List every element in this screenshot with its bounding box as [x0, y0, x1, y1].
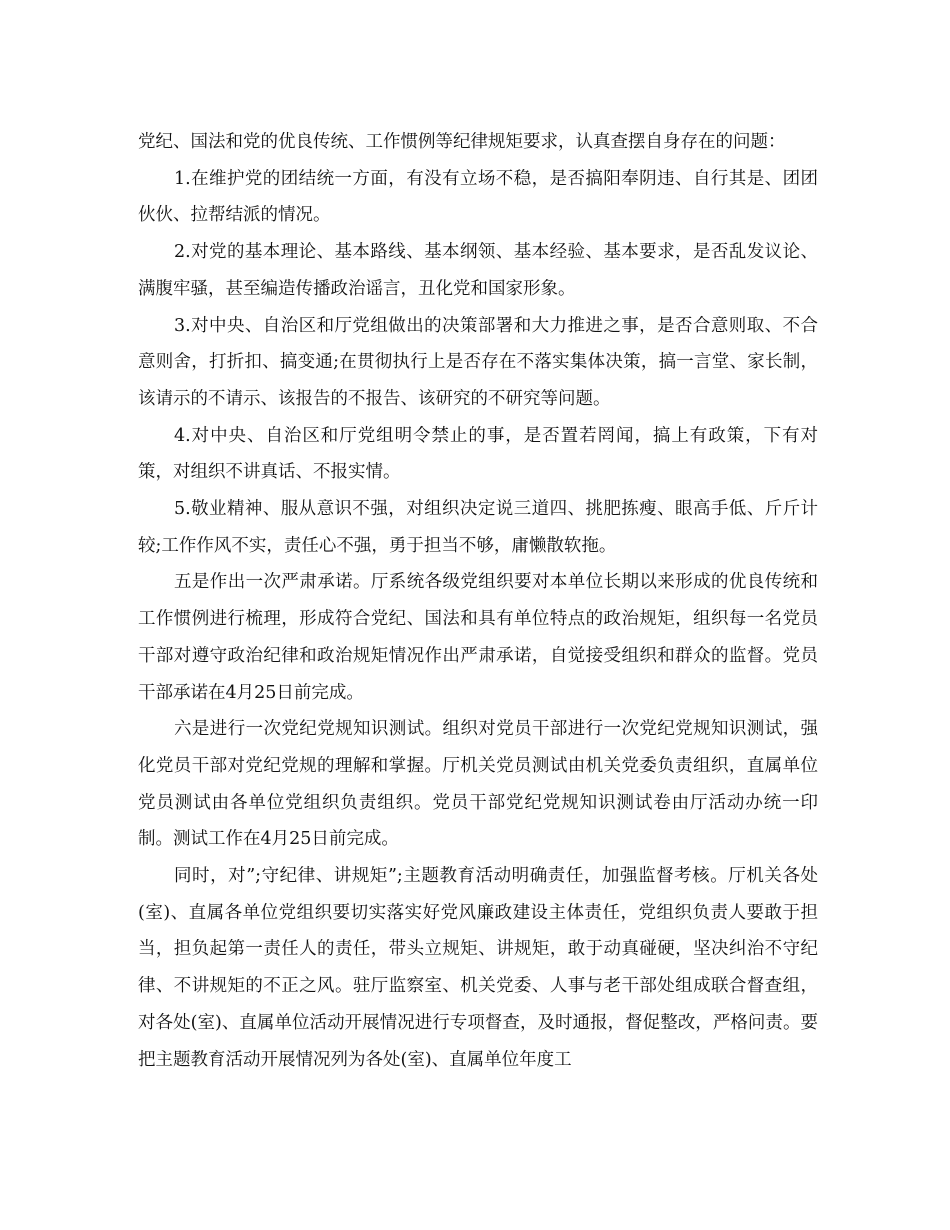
- paragraph-continuation: 党纪、国法和党的优良传统、工作惯例等纪律规矩要求，认真查摆自身存在的问题：: [138, 132, 786, 152]
- paragraph-item-4: 4.对中央、自治区和厅党组明令禁止的事，是否置若罔闻，搞上有政策，下有对策，对组织不讲真话、不报实情。: [138, 425, 818, 483]
- document-body: [138, 124, 818, 1078]
- paragraph-knowledge-test: 六是进行一次党纪党规知识测试。组织对党员干部进行一次党纪党规知识测试，强化党员干部对党纪党规的理解和掌握。厅机关党员测试由机关党委负责组织，直属单位党员测试由各单位党组织负责组织。党员干部党纪党规知识测试卷由厅活动办统一印制。测试工作在4月25日前完成。: [138, 719, 818, 850]
- paragraph-item-2: 2.对党的基本理论、基本路线、基本纲领、基本经验、基本要求，是否乱发议论、满腹牢骚，甚至编造传播政治谣言，丑化党和国家形象。: [138, 242, 818, 299]
- paragraph-item-3: 3.对中央、自治区和厅党组做出的决策部署和大力推进之事，是否合意则取、不合意则舍，打折扣、搞变通;在贯彻执行上是否存在不落实集体决策，搞一言堂、家长制，该请示的不请示、该报告的不报告、该研究的不研究等问题。: [138, 315, 818, 409]
- paragraph-responsibility: 同时，对”;守纪律、讲规矩”;主题教育活动明确责任，加强监督考核。厅机关各处(室)、直属各单位党组织要切实落实好党风廉政建设主体责任，党组织负责人要敢于担当，担负起第一责任人的责任，带头立规矩、讲规矩，敢于动真碰硬，坚决纠治不守纪律、不讲规矩的不正之风。驻厅监察室、机关党委、人事与老干部处组成联合督查组，对各处(室)、直属单位活动开展情况进行专项督查，及时通报，督促整改，严格问责。要把主题教育活动开展情况列为各处(室)、直属单位年度工: [138, 866, 818, 1070]
- paragraph-item-1: 1.在维护党的团结统一方面，有没有立场不稳，是否搞阳奉阴违、自行其是、团团伙伙、拉帮结派的情况。: [138, 168, 818, 226]
- paragraph-commitment: 五是作出一次严肃承诺。厅系统各级党组织要对本单位长期以来形成的优良传统和工作惯例进行梳理，形成符合党纪、国法和具有单位特点的政治规矩，组织每一名党员干部对遵守政治纪律和政治规矩情况作出严肃承诺，自觉接受组织和群众的监督。党员干部承诺在4月25日前完成。: [138, 572, 818, 703]
- paragraph-item-5: 5.敬业精神、服从意识不强，对组织决定说三道四、挑肥拣瘦、眼高手低、斤斤计较;工作作风不实，责任心不强，勇于担当不够，庸懒散软拖。: [138, 499, 818, 556]
